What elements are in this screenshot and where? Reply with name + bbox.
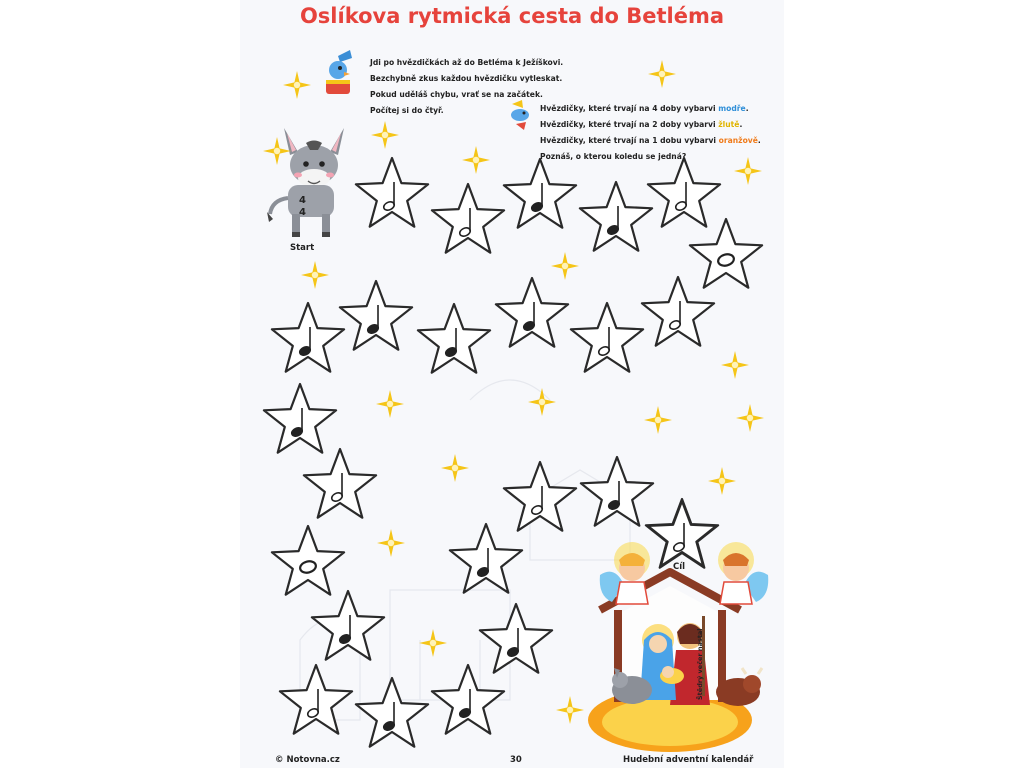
sparkle-star-icon (301, 261, 329, 289)
note-star (264, 384, 336, 453)
start-label: Start (290, 243, 315, 253)
nativity-caption: Štědrý večer nastal (696, 628, 704, 700)
note-star (690, 219, 762, 288)
instruction-text: Hvězdičky, které trvají na 1 dobu vybarvi (540, 136, 719, 145)
instruction-punct: . (739, 120, 743, 129)
sparkle-star-icon (377, 529, 405, 557)
instructions-left (370, 55, 563, 119)
sparkle-star-icon (721, 351, 749, 379)
instruction-line: Bezchybně zkus každou hvězdičku vytleskat. (370, 74, 563, 83)
footer-copyright: © Notovna.cz (275, 755, 340, 765)
note-star (450, 524, 522, 593)
note-star (312, 591, 384, 660)
instruction-text: Hvězdičky, které trvají na 2 doby vybarvi (540, 120, 719, 129)
note-star (580, 182, 652, 251)
note-star (480, 604, 552, 673)
sparkle-star-icon (441, 454, 469, 482)
note-star (504, 159, 576, 228)
instruction-line-orange (540, 133, 761, 149)
note-star (418, 304, 490, 373)
sparkle-star-icon (376, 390, 404, 418)
instruction-line-blue (540, 101, 761, 117)
note-star (272, 526, 344, 595)
instruction-question: Poznáš, o kterou koledu se jedná? (540, 152, 687, 161)
goal-star (648, 501, 716, 566)
color-word-orange: oranžově (718, 136, 758, 145)
color-word-blue: modře (718, 104, 746, 113)
right-margin (784, 0, 1024, 768)
sparkle-star-icon (263, 137, 291, 165)
instruction-line-yellow (540, 117, 761, 133)
goal-label: Cíl (673, 562, 686, 572)
worksheet-page (240, 0, 784, 768)
note-star (648, 158, 720, 227)
note-star (432, 665, 504, 734)
sparkle-star-icon (556, 696, 584, 724)
note-star (432, 184, 504, 253)
note-star (496, 278, 568, 347)
instructions-right (540, 101, 761, 165)
sparkle-star-icon (648, 60, 676, 88)
left-margin (0, 0, 240, 768)
note-star (571, 303, 643, 372)
nativity-scene (588, 542, 768, 752)
note-star (581, 457, 653, 526)
footer-page-number: 30 (510, 755, 522, 765)
page-title: Oslíkova rytmická cesta do Betléma (299, 4, 725, 28)
sparkle-star-icon (708, 467, 736, 495)
sparkle-star-icon (462, 146, 490, 174)
note-star (356, 158, 428, 227)
instruction-punct: . (745, 104, 749, 113)
color-word-yellow: žlutě (718, 120, 740, 129)
bird-on-drum-icon (326, 50, 352, 94)
instruction-line: Počítej si do čtyř. (370, 106, 444, 115)
instruction-text: Hvězdičky, které trvají na 4 doby vybarvi (540, 104, 719, 113)
note-star (280, 665, 352, 734)
sparkle-star-icon (283, 71, 311, 99)
footer-calendar-name: Hudební adventní kalendář (623, 755, 754, 765)
note-star (356, 678, 428, 747)
sparkle-star-icon (736, 404, 764, 432)
time-signature-top: 4 (299, 195, 306, 206)
instruction-punct: . (757, 136, 761, 145)
note-star (272, 303, 344, 372)
sparkle-star-icon (371, 121, 399, 149)
note-star (504, 462, 576, 531)
sparkle-star-icon (419, 629, 447, 657)
time-signature-bottom: 4 (299, 207, 306, 218)
sparkle-star-icon (528, 388, 556, 416)
instruction-line: Jdi po hvězdičkách až do Betléma k Ježíškovi. (370, 58, 564, 67)
note-star (340, 281, 412, 350)
note-star (304, 449, 376, 518)
instruction-line: Pokud uděláš chybu, vrať se na začátek. (370, 90, 543, 99)
sparkle-star-icon (644, 406, 672, 434)
sparkle-star-icon (551, 252, 579, 280)
